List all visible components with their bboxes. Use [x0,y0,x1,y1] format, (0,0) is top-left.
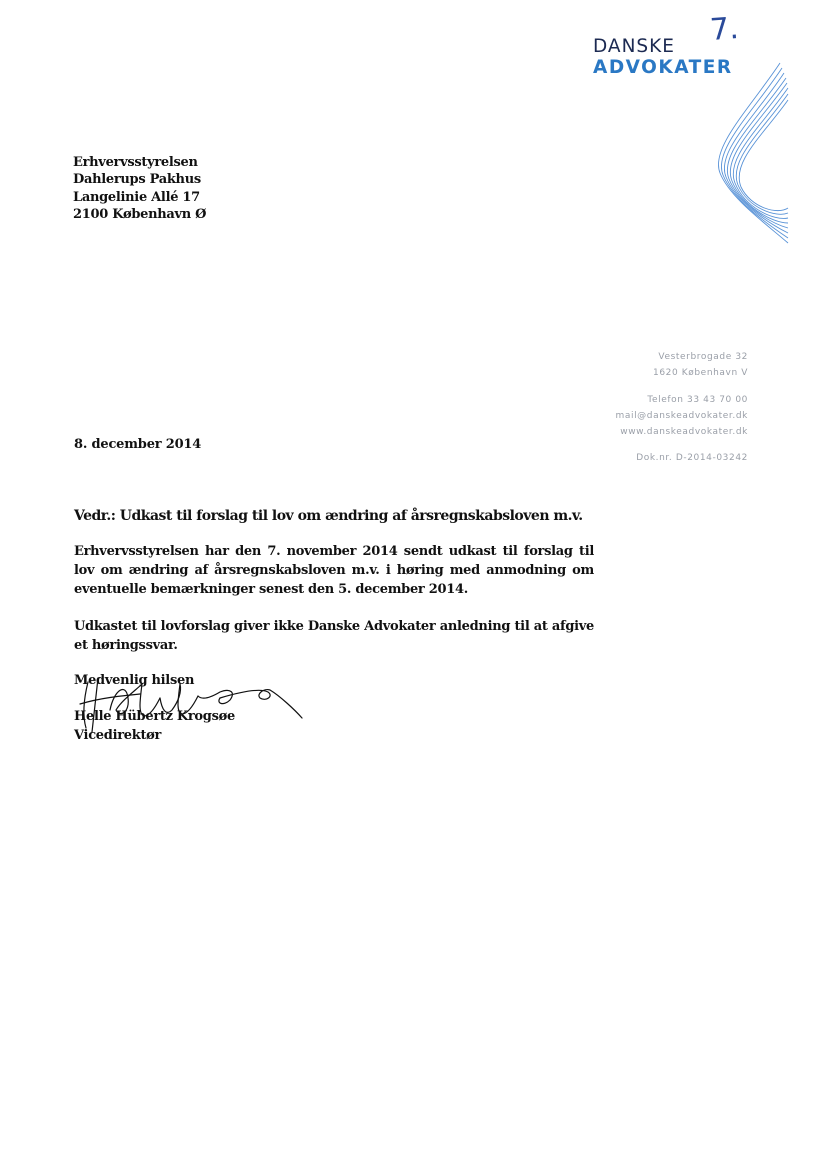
document-number: Dok.nr. D-2014-03242 [636,453,748,463]
sender-website: www.danskeadvokater.dk [620,427,748,437]
signer-name: Helle Hübertz Krogsøe [74,709,235,724]
recipient-address [73,154,206,223]
body-paragraph: Erhvervsstyrelsen har den 7. november 2014 sendt udkast til forslag til lov om ændring af årsregnskabsloven m.v. i høring med anmodning om eventuelle bemærkninger senest den 5. december 2014. [74,544,594,597]
recipient-line: Dahlerups Pakhus [73,172,201,188]
sender-email: mail@danskeadvokater.dk [615,411,748,421]
closing-greeting: Medvenlig hilsen [74,673,195,688]
handwritten-signature-icon [70,670,320,740]
sender-phone: Telefon 33 43 70 00 [647,395,748,405]
letter-subject: Vedr.: Udkast til forslag til lov om ændring af årsregnskabsloven m.v. [74,508,583,524]
logo-swoosh-icon [690,58,790,248]
letter-date: 8. december 2014 [74,437,202,452]
recipient-line: 2100 København Ø [73,206,207,222]
recipient-line: Langelinie Allé 17 [73,189,200,205]
logo-text-line1: DANSKE [593,36,675,57]
signer-title: Vicedirektør [74,728,162,743]
logo-text-line2: ADVOKATER [593,57,733,78]
recipient-line: Erhvervsstyrelsen [73,155,198,170]
handwritten-page-number: 7. [708,11,740,48]
sender-street: Vesterbrogade 32 [658,352,748,362]
sender-city: 1620 København V [653,368,748,378]
body-paragraph: Udkastet til lovforslag giver ikke Danske Advokater anledning til at afgive et høringssvar. [74,619,594,653]
